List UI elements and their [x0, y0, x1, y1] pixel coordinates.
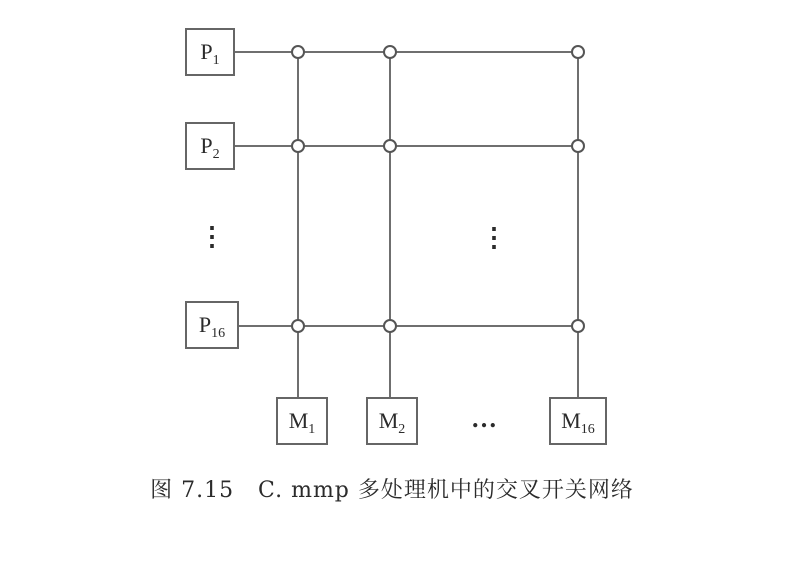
- svg-text:M2: M2: [378, 408, 406, 437]
- grid-ellipsis: ⋮: [481, 223, 507, 252]
- switch-p2-m16: [572, 140, 584, 152]
- processor-box-p2: [186, 123, 234, 169]
- switch-p1-m2: [384, 46, 396, 58]
- switch-p16-m2: [384, 320, 396, 332]
- processor-box-p16: [186, 302, 238, 348]
- memory-box-m2: [367, 398, 417, 444]
- memory-box-m16: [550, 398, 606, 444]
- svg-text:P2: P2: [200, 133, 220, 162]
- switch-p16-m1: [292, 320, 304, 332]
- figure-caption: 图 7.15 C. mmp 多处理机中的交叉开关网络: [150, 478, 634, 503]
- svg-text:M1: M1: [288, 408, 316, 437]
- svg-text:P1: P1: [200, 39, 220, 68]
- processor-ellipsis: ⋮: [199, 222, 225, 251]
- processor-box-p1: [186, 29, 234, 75]
- svg-text:M16: M16: [561, 408, 595, 437]
- memory-box-m1: [277, 398, 327, 444]
- svg-text:P16: P16: [198, 312, 226, 341]
- switch-p1-m16: [572, 46, 584, 58]
- switch-p2-m1: [292, 140, 304, 152]
- switch-p16-m16: [572, 320, 584, 332]
- switch-p1-m1: [292, 46, 304, 58]
- memory-ellipsis: …: [471, 404, 497, 433]
- switch-p2-m2: [384, 140, 396, 152]
